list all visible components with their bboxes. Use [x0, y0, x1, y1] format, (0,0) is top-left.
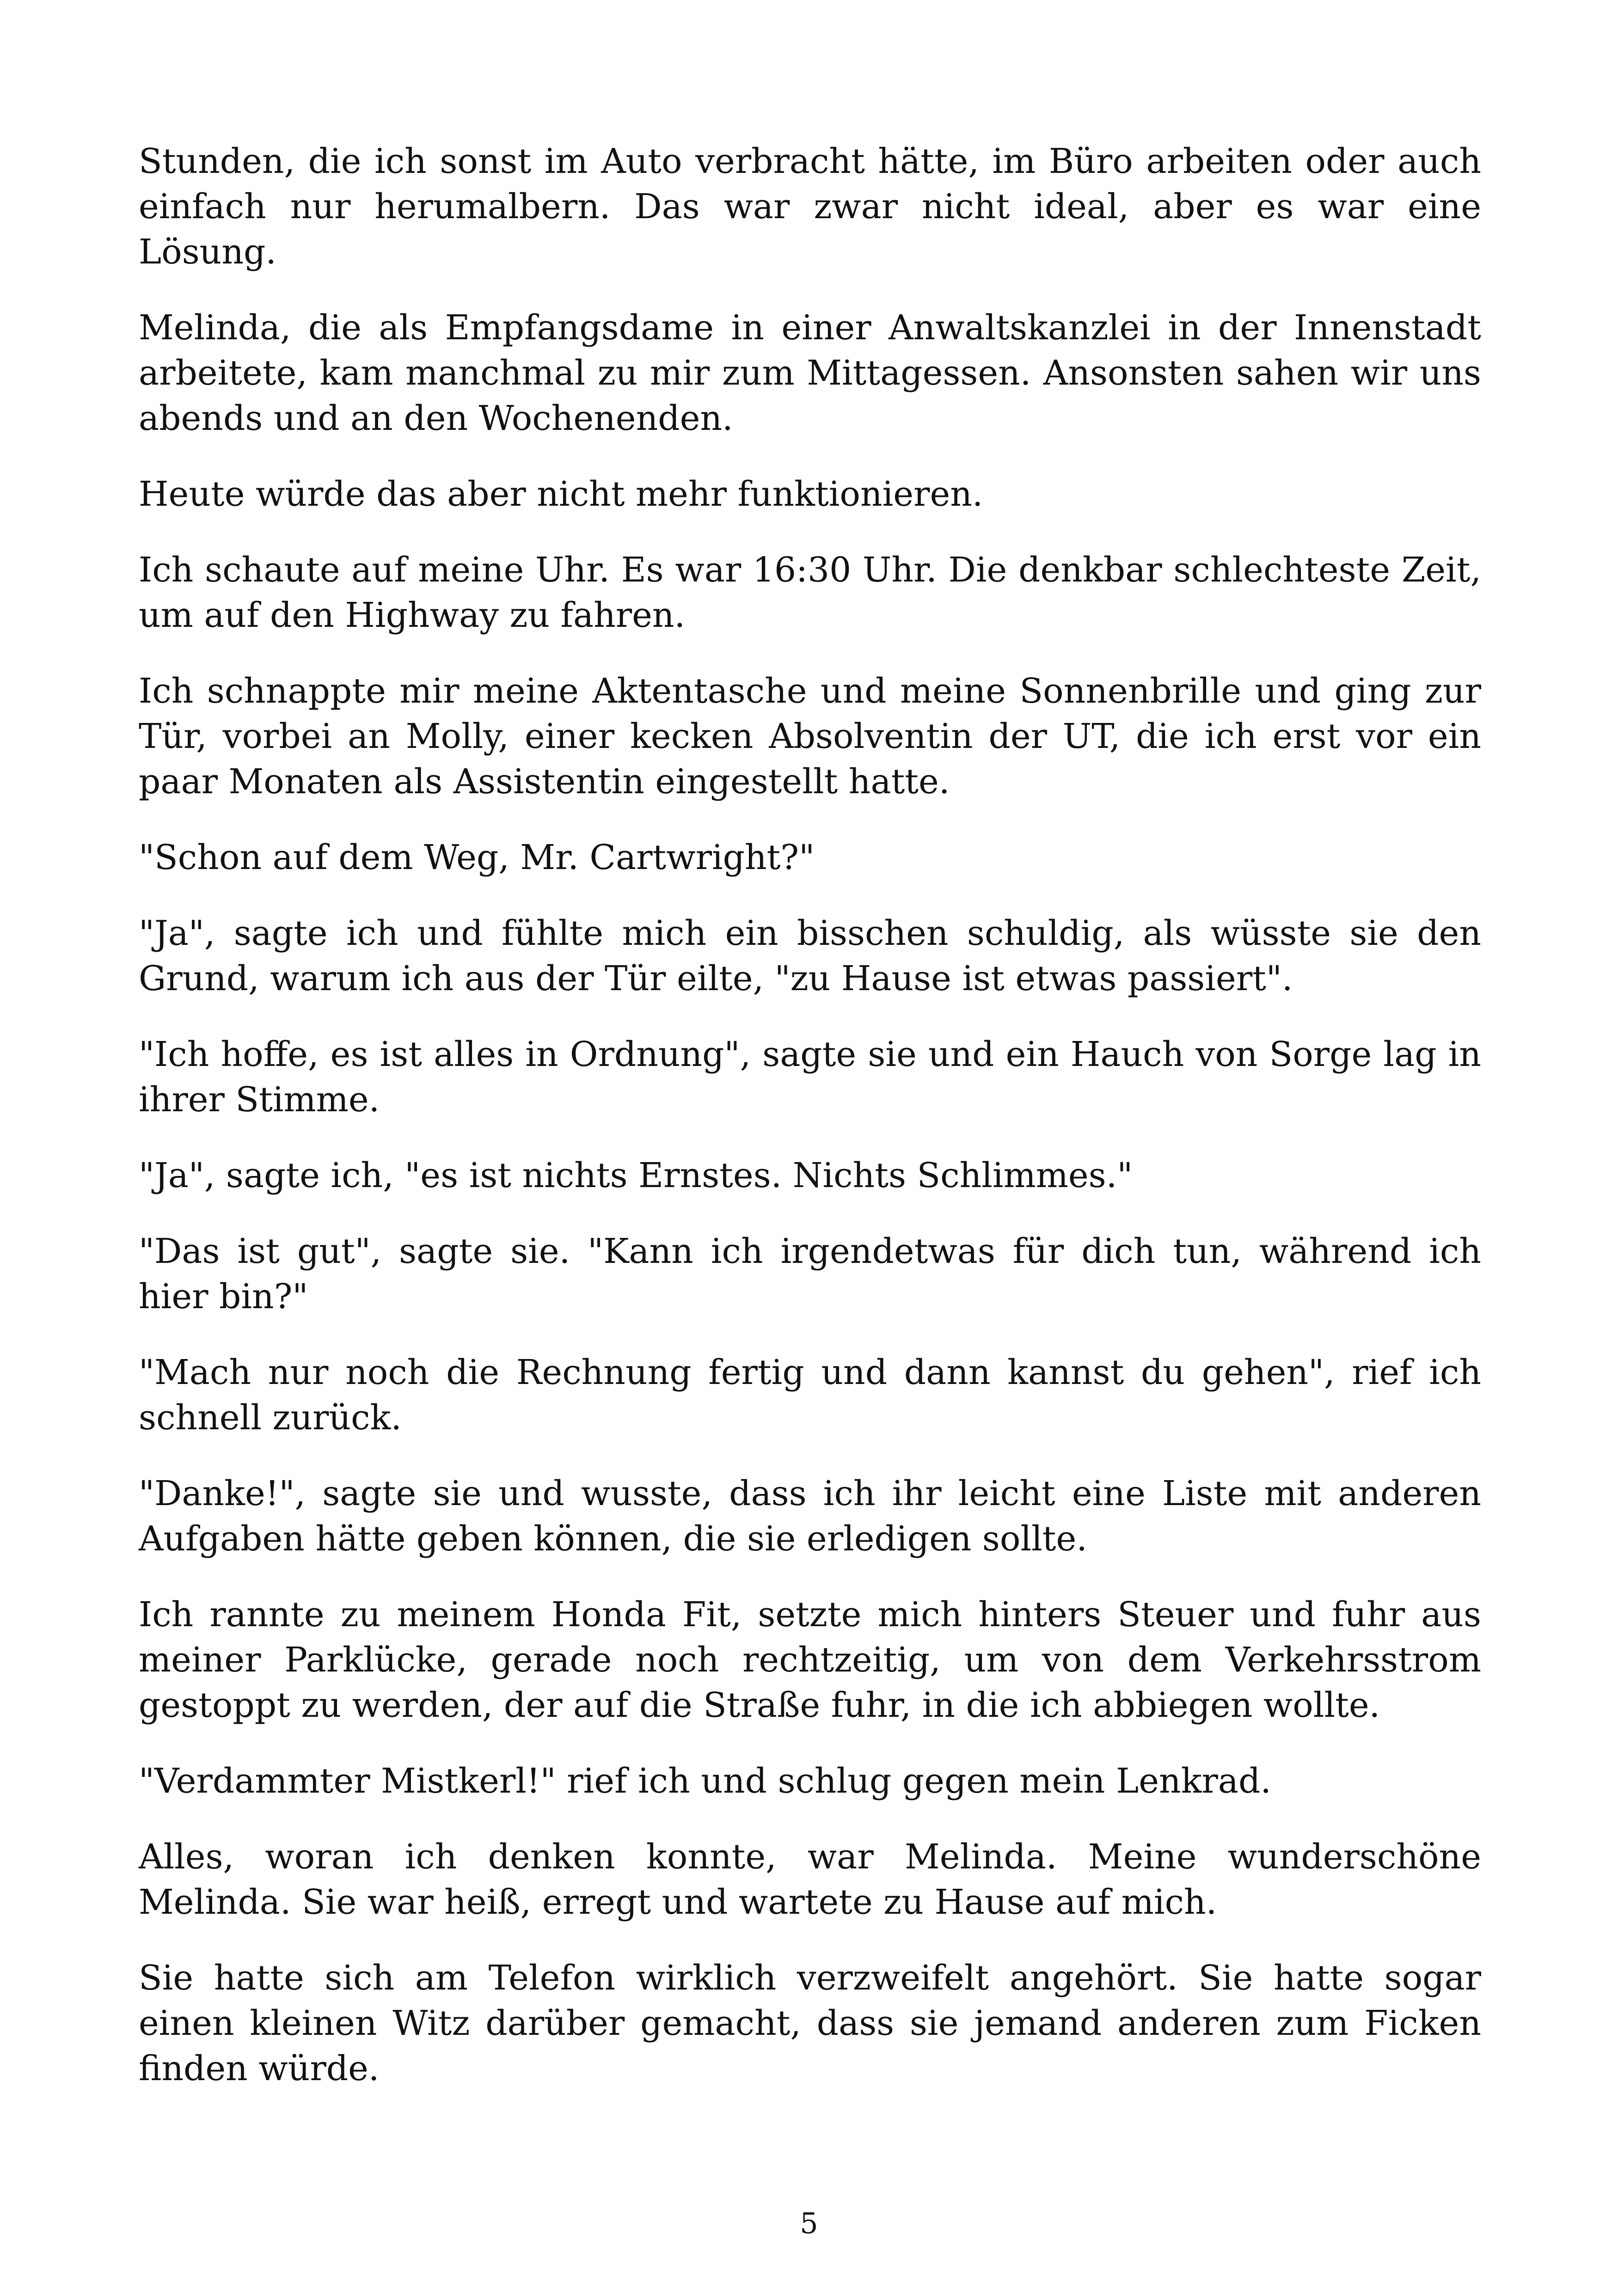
page-number: 5 [800, 2206, 818, 2240]
paragraph: "Mach nur noch die Rechnung fertig und dann kannst du gehen", rief ich schnell zurück. [139, 1353, 1481, 1438]
paragraph: Ich schnappte mir meine Aktentasche und meine Sonnenbrille und ging zur Tür, vorbei an Molly, einer kecken Absolventin der UT, die ich erst vor ein paar Monaten als Assistentin eingestellt hatte. [139, 671, 1481, 802]
paragraph: Stunden, die ich sonst im Auto verbracht hätte, im Büro arbeiten oder auch einfach nur herumalbern. Das war zwar nicht ideal, aber es war eine Lösung. [139, 141, 1481, 272]
paragraph: "Verdammter Mistkerl!" rief ich und schlug gegen mein Lenkrad. [139, 1761, 1271, 1801]
paragraph: Ich rannte zu meinem Honda Fit, setzte mich hinters Steuer und fuhr aus meiner Parklücke, gerade noch rechtzeitig, um von dem Verkehrsstrom gestoppt zu werden, der auf die Straße fuhr, in die ich abbiegen wollte. [139, 1595, 1481, 1725]
paragraph: "Danke!", sagte sie und wusste, dass ich ihr leicht eine Liste mit anderen Aufgaben hätte geben können, die sie erledigen sollte. [139, 1474, 1481, 1559]
paragraph: Alles, woran ich denken konnte, war Melinda. Meine wunderschöne Melinda. Sie war heiß, erregt und wartete zu Hause auf mich. [139, 1837, 1481, 1922]
paragraph: "Ja", sagte ich und fühlte mich ein bisschen schuldig, als wüsste sie den Grund, warum ich aus der Tür eilte, "zu Hause ist etwas passiert". [139, 913, 1481, 998]
paragraph: "Das ist gut", sagte sie. "Kann ich irgendetwas für dich tun, während ich hier bin?" [139, 1231, 1481, 1316]
paragraph: "Ja", sagte ich, "es ist nichts Ernstes. Nichts Schlimmes." [139, 1156, 1133, 1195]
paragraph: "Ich hoffe, es ist alles in Ordnung", sagte sie und ein Hauch von Sorge lag in ihrer Stimme. [139, 1035, 1481, 1120]
body-text [139, 139, 1481, 2122]
paragraph: Melinda, die als Empfangsdame in einer Anwaltskanzlei in der Innenstadt arbeitete, kam manchmal zu mir zum Mittagessen. Ansonsten sahen wir uns abends und an den Wochenenden. [139, 308, 1481, 438]
paragraph: Heute würde das aber nicht mehr funktionieren. [139, 474, 983, 514]
paragraph: Ich schaute auf meine Uhr. Es war 16:30 Uhr. Die denkbar schlechteste Zeit, um auf den Highway zu fahren. [139, 550, 1481, 635]
paragraph: "Schon auf dem Weg, Mr. Cartwright?" [139, 838, 815, 877]
paragraph: Sie hatte sich am Telefon wirklich verzweifelt angehört. Sie hatte sogar einen kleinen Witz darüber gemacht, dass sie jemand anderen zum Ficken finden würde. [139, 1958, 1481, 2088]
